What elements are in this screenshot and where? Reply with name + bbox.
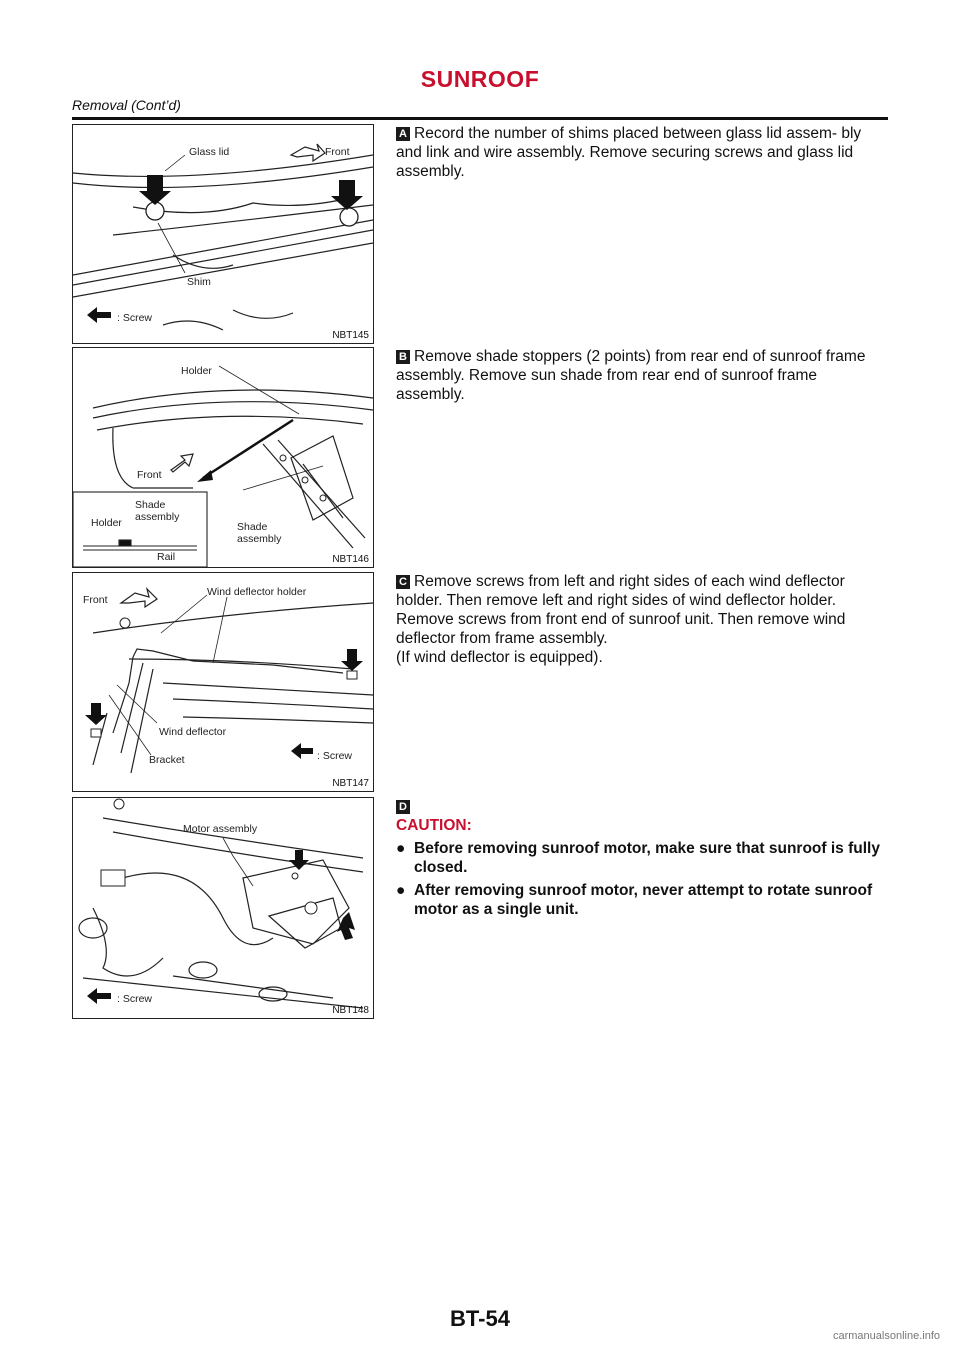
step-c-text: Remove screws from left and right sides of each wind deflector holder. Then remove left and right sides of wind deflector holder. Remove screws from front end of sunroof unit. Then remove wind deflector from frame assembly. bbox=[396, 573, 846, 647]
sun-shade-illustration bbox=[73, 348, 373, 567]
label-wind-deflector: Wind deflector bbox=[159, 726, 227, 738]
wind-deflector-illustration bbox=[73, 573, 373, 791]
step-c bbox=[396, 572, 888, 667]
step-marker-b: B bbox=[396, 350, 410, 364]
watermark: carmanualsonline.info bbox=[832, 1330, 940, 1342]
step-b-paragraph bbox=[396, 347, 888, 404]
inset-label-holder: Holder bbox=[91, 517, 122, 529]
label-front: Front bbox=[137, 469, 162, 481]
label-shade-assembly-2: assembly bbox=[237, 533, 282, 545]
step-c-paragraph bbox=[396, 572, 888, 648]
figure-code: NBT147 bbox=[332, 778, 369, 789]
label-glass-lid: Glass lid bbox=[189, 146, 230, 158]
figure-glass-lid bbox=[72, 124, 374, 344]
page-subtitle: Removal (Cont’d) bbox=[72, 97, 181, 113]
label-bracket: Bracket bbox=[149, 754, 185, 766]
label-holder: Holder bbox=[181, 365, 212, 377]
figure-code: NBT146 bbox=[332, 554, 369, 565]
glass-lid-illustration bbox=[73, 125, 373, 343]
caution-item bbox=[396, 881, 888, 919]
label-shim: Shim bbox=[187, 276, 211, 288]
front-arrow-icon bbox=[171, 454, 193, 472]
figure-sun-shade bbox=[72, 347, 374, 568]
step-d bbox=[396, 797, 888, 919]
step-a-paragraph bbox=[396, 124, 888, 181]
caution-item bbox=[396, 839, 888, 877]
figure-code: NBT148 bbox=[332, 1005, 369, 1016]
page-title: SUNROOF bbox=[420, 66, 540, 92]
step-marker-c: C bbox=[396, 575, 410, 589]
motor-assembly-illustration bbox=[73, 798, 373, 1018]
front-arrow-icon bbox=[291, 144, 325, 161]
figure-wind-deflector bbox=[72, 572, 374, 792]
label-screw: : Screw bbox=[317, 750, 353, 762]
label-screw: : Screw bbox=[117, 993, 153, 1005]
figure-code: NBT145 bbox=[332, 330, 369, 341]
label-wind-deflector-holder: Wind deflector holder bbox=[207, 586, 307, 598]
step-d-marker-line bbox=[396, 797, 888, 816]
inset-label-shade-2: assembly bbox=[135, 511, 180, 523]
step-marker-d: D bbox=[396, 800, 410, 814]
step-a-text: Record the number of shims placed between glass lid assem- bly and link and wire assembly. Remove securing screws and glass lid assembly. bbox=[396, 125, 862, 180]
label-front: Front bbox=[83, 594, 108, 606]
label-motor-assembly: Motor assembly bbox=[183, 823, 258, 835]
header-rule bbox=[72, 117, 888, 120]
label-front: Front bbox=[325, 146, 350, 158]
caution-title: CAUTION: bbox=[396, 817, 472, 834]
step-b-text: Remove shade stoppers (2 points) from rear end of sunroof frame assembly. Remove sun shade from rear end of sunroof frame assembly. bbox=[396, 348, 866, 403]
figure-motor-assembly bbox=[72, 797, 374, 1019]
inset-label-shade-1: Shade bbox=[135, 499, 166, 511]
caution-item-text: After removing sunroof motor, never attempt to rotate sunroof motor as a single unit. bbox=[414, 882, 873, 918]
step-b bbox=[396, 347, 888, 404]
label-shade-assembly-1: Shade bbox=[237, 521, 268, 533]
bullet-icon: ● bbox=[396, 840, 406, 857]
bullet-icon: ● bbox=[396, 882, 406, 899]
caution-item-text: Before removing sunroof motor, make sure that sunroof is fully closed. bbox=[414, 840, 880, 876]
step-marker-a: A bbox=[396, 127, 410, 141]
page-number: BT-54 bbox=[450, 1306, 510, 1331]
inset-label-rail: Rail bbox=[157, 551, 176, 563]
front-arrow-icon bbox=[121, 589, 157, 607]
step-a bbox=[396, 124, 888, 181]
label-screw: : Screw bbox=[117, 312, 153, 324]
step-c-note: (If wind deflector is equipped). bbox=[396, 649, 603, 666]
